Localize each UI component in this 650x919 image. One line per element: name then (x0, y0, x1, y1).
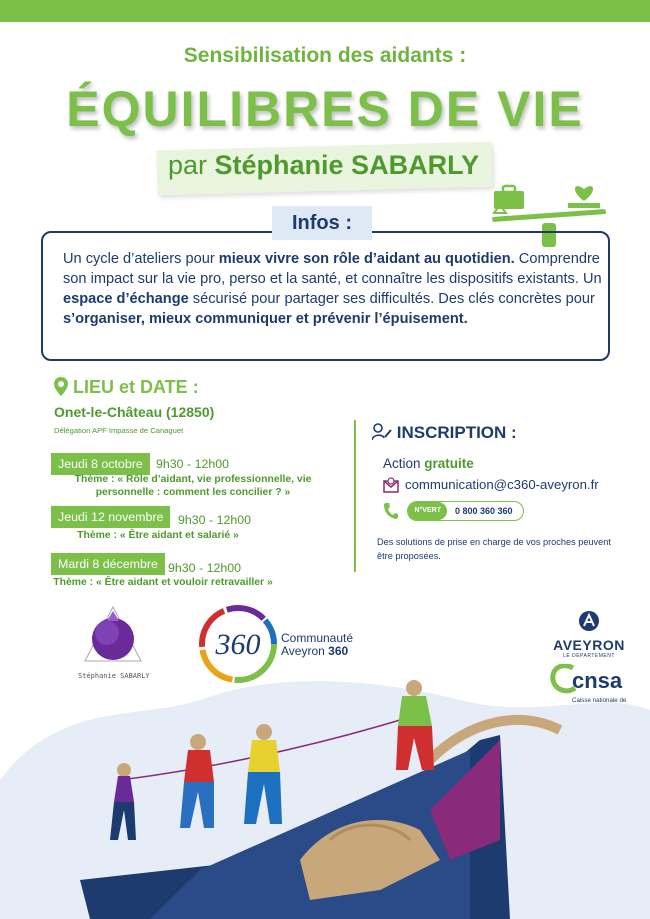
stephanie-logo-text: Stéphanie SABARLY (78, 672, 150, 680)
infos-text-4: sécurisé pour partager ses difficultés. Des clés concrètes pour (188, 291, 595, 307)
phone-row (383, 501, 524, 521)
action-free: gratuite (424, 456, 474, 471)
session-time-3: 9h30 - 12h00 (168, 561, 242, 575)
infos-text-3-bold: espace d’échange (63, 291, 189, 307)
email-row (383, 477, 599, 493)
lieu-heading-text: LIEU et DATE : (73, 377, 199, 397)
care-note: Des solutions de prise en charge de vos proches peuvent être proposées. (377, 537, 611, 561)
infos-text-3: Un (578, 271, 602, 287)
c360-line2-bold: 360 (328, 644, 349, 658)
infos-text-1-bold: mieux vivre son rôle d’aidant au quotidien. (218, 251, 515, 267)
inscription-heading-text: INSCRIPTION : (396, 423, 517, 442)
stephanie-logo-icon (83, 605, 143, 667)
action-prefix: Action (383, 456, 425, 471)
byline-prefix: par (168, 150, 215, 180)
infos-text (63, 249, 608, 329)
city: Onet-le-Château (12850) (54, 404, 215, 420)
session-theme-1: Thème : « Rôle d’aidant, vie professionnelle, vie personnelle : comment les concilier ? » (74, 474, 312, 498)
phone-number: 0 800 360 360 (454, 506, 513, 516)
lieu-heading (54, 377, 199, 398)
phone-tag: N°VERT (408, 502, 447, 520)
email-icon (383, 477, 399, 493)
c360-number: 360 (215, 628, 261, 661)
session-date-1: Jeudi 8 octobre (51, 453, 150, 475)
action-text (383, 456, 474, 471)
page-title: ÉQUILIBRES DE VIE (66, 81, 584, 137)
infos-box (41, 231, 610, 361)
aveyron-logo (547, 610, 631, 659)
phone-pill[interactable] (407, 501, 523, 521)
aveyron-emblem-icon (578, 610, 600, 632)
email-link[interactable]: communication@c360-aveyron.fr (405, 477, 599, 492)
divider (354, 420, 356, 572)
aveyron-name: AVEYRON (553, 637, 625, 653)
byline (168, 150, 479, 181)
phone-icon (383, 502, 399, 520)
infos-tag: Infos : (272, 206, 372, 240)
infos-text-1: Un cycle d’ateliers pour (63, 251, 219, 267)
subtitle: Sensibilisation des aidants : (183, 44, 467, 67)
session-time-2: 9h30 - 12h00 (178, 513, 252, 527)
session-date-3: Mardi 8 décembre (51, 553, 165, 575)
c360-line1: Communauté (281, 631, 354, 645)
top-bar (0, 0, 650, 22)
session-time-1: 9h30 - 12h00 (156, 457, 230, 471)
infos-text-4-bold: s’organiser, mieux communiquer et prévenir l’épuisement. (63, 311, 468, 327)
byline-name: Stéphanie SABARLY (214, 150, 480, 180)
location-pin-icon (54, 377, 68, 396)
c360-logo-text (281, 632, 353, 658)
session-theme-3: Thème : « Être aidant et vouloir retravailler » (53, 577, 273, 588)
aveyron-sub: LE DÉPARTEMENT (563, 653, 615, 659)
address: Délégation APF Impasse de Canaguet (54, 426, 184, 435)
teamwork-illustration (0, 660, 650, 919)
user-edit-icon (372, 423, 392, 441)
session-date-2: Jeudi 12 novembre (51, 506, 170, 528)
cnsa-name: cnsa (572, 668, 623, 693)
cnsa-sub-1: Caisse nationale de (572, 697, 627, 704)
infos-text-2: Comprendre son impact sur la vie pro, perso et la santé, et connaître les dispositifs existants. (63, 251, 600, 287)
inscription-heading (372, 423, 517, 443)
session-theme-2: Thème : « Être aidant et salarié » (77, 530, 239, 541)
c360-line2: Aveyron (281, 644, 329, 658)
